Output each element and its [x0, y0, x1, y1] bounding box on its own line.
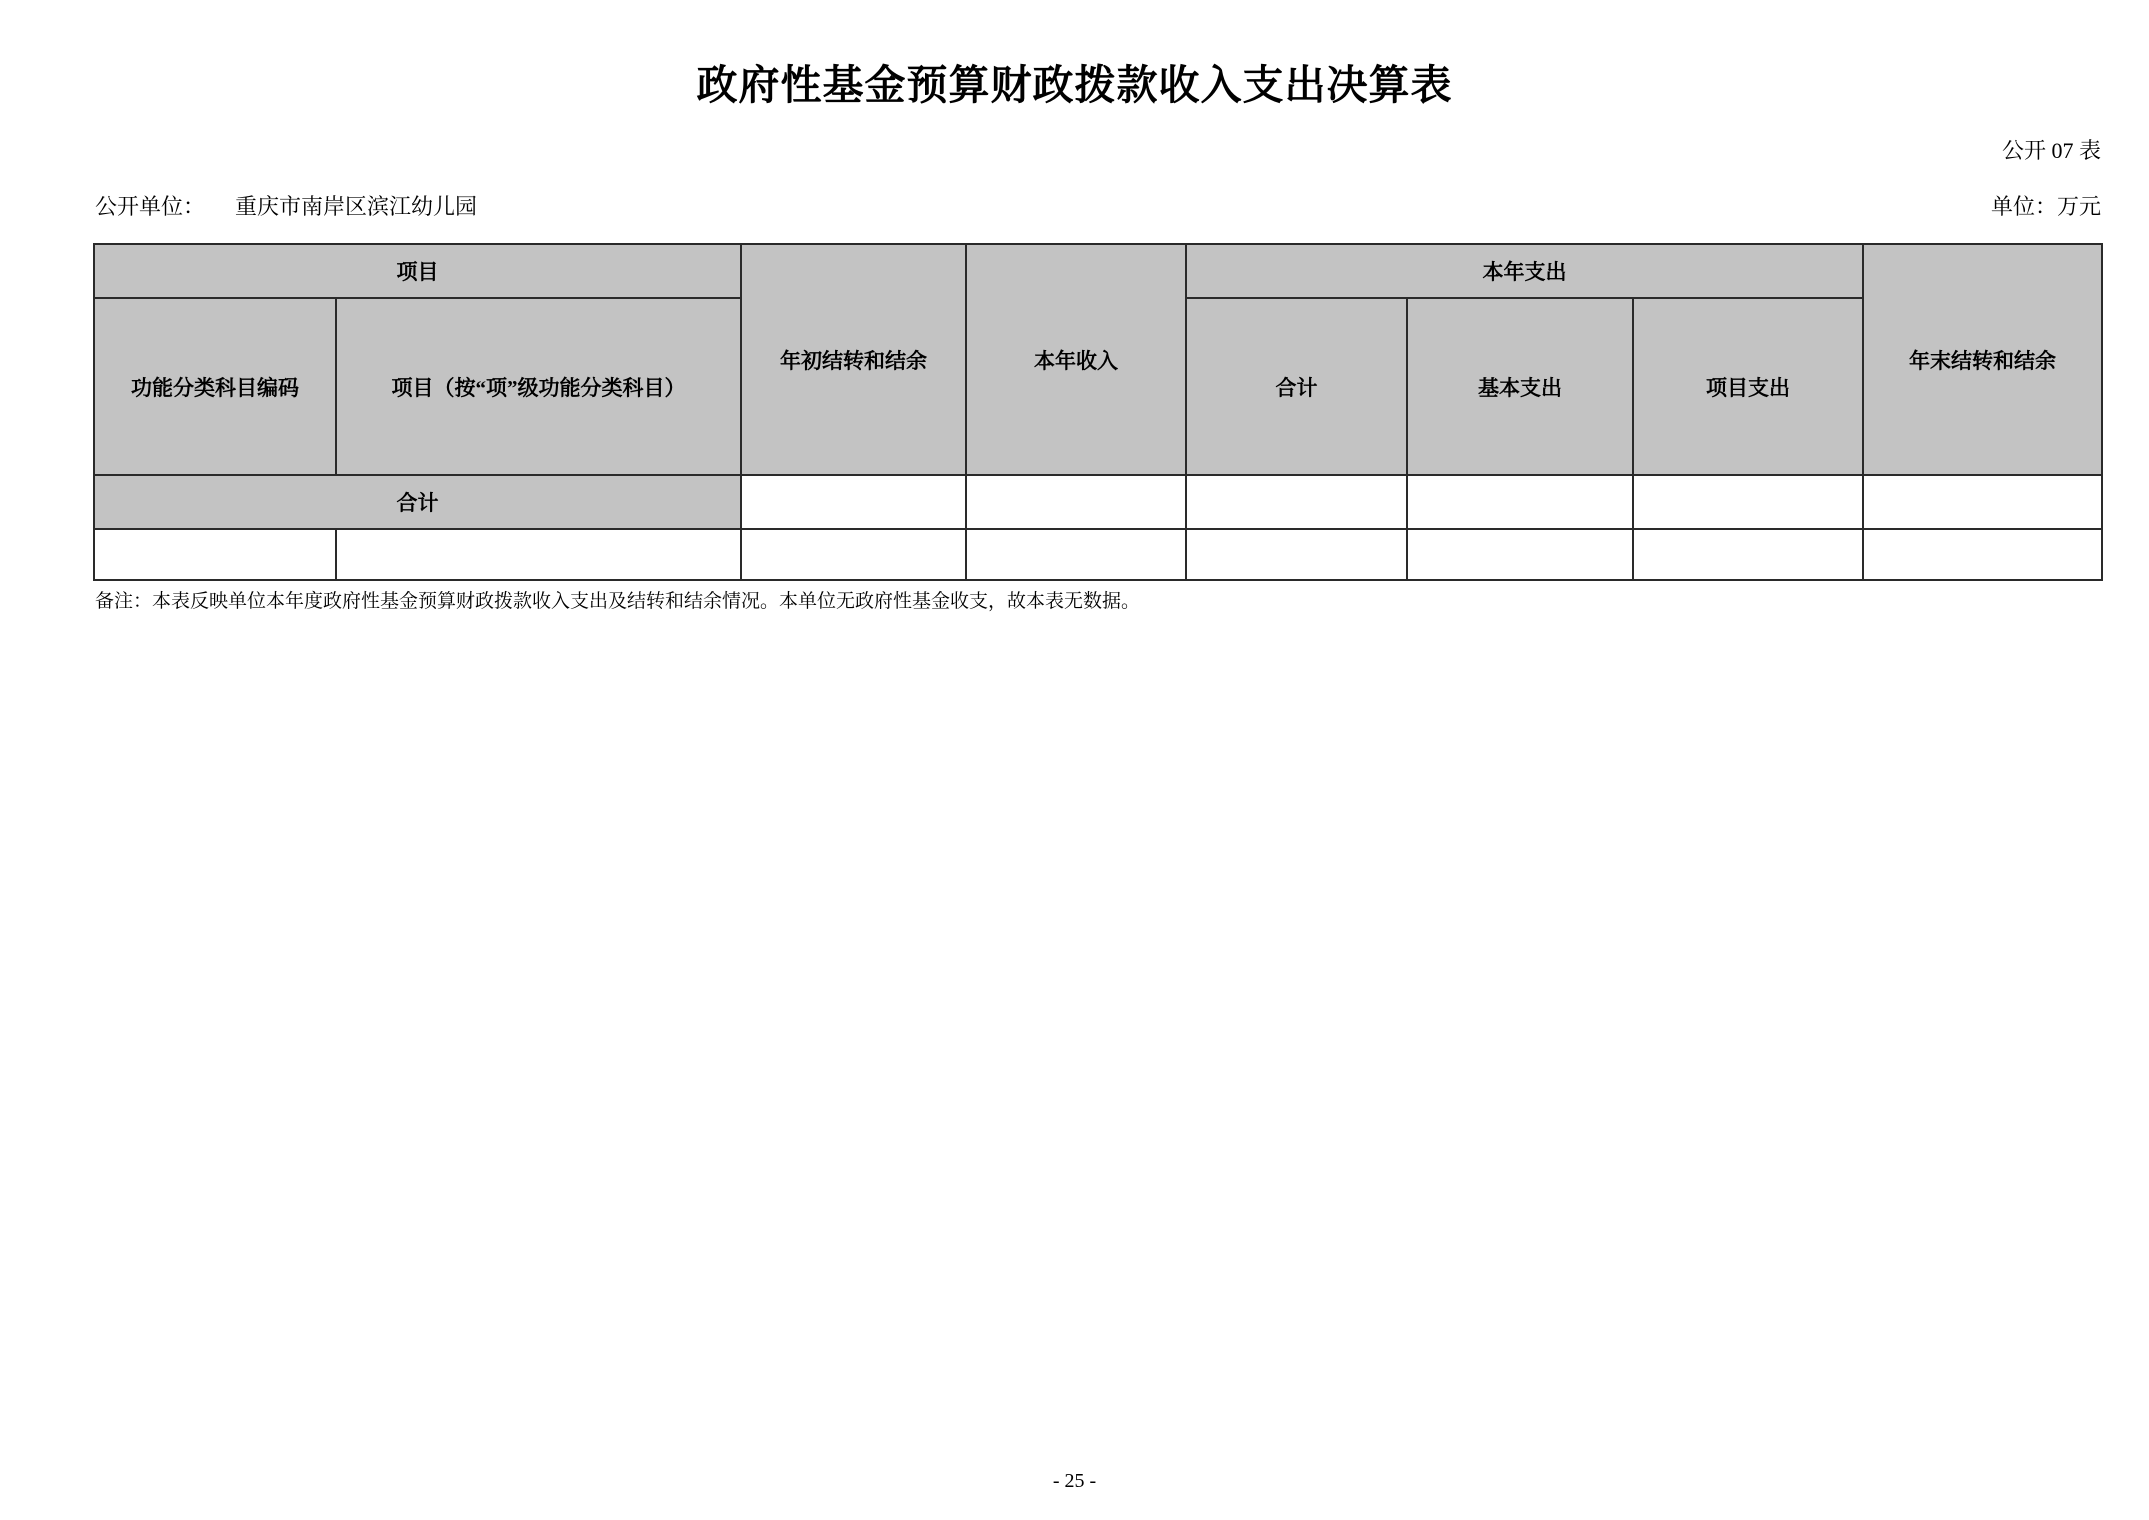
data-current-income-value	[966, 529, 1186, 580]
total-opening-balance-value	[741, 475, 966, 529]
publisher-line	[95, 190, 477, 221]
table-footnote: 备注：本表反映单位本年度政府性基金预算财政拨款收入支出及结转和结余情况。本单位无政府性基金收支，故本表无数据。	[95, 591, 1141, 612]
data-basic-expense-value	[1407, 529, 1633, 580]
form-code-label: 公开 07 表	[2001, 138, 2101, 163]
header-group-current-expense: 本年支出	[1186, 244, 1863, 298]
header-group-project: 项目	[94, 244, 741, 298]
data-expense-total-value	[1186, 529, 1407, 580]
budget-table	[93, 243, 2103, 581]
header-current-income: 本年收入	[966, 244, 1186, 475]
table-row-total	[94, 475, 2102, 529]
header-closing-balance: 年末结转和结余	[1863, 244, 2102, 475]
total-project-expense-value	[1633, 475, 1863, 529]
data-item-name-value	[336, 529, 741, 580]
header-item-name: 项目（按“项”级功能分类科目）	[336, 298, 741, 475]
page-number: - 25 -	[1052, 1470, 1097, 1492]
total-row-label: 合计	[94, 475, 741, 529]
header-project-expense: 项目支出	[1633, 298, 1863, 475]
header-row-groups	[94, 244, 2102, 298]
publisher-label: 公开单位：	[95, 194, 206, 219]
page-title: 政府性基金预算财政拨款收入支出决算表	[696, 62, 1453, 108]
data-closing-balance-value	[1863, 529, 2102, 580]
header-expense-total: 合计	[1186, 298, 1407, 475]
total-current-income-value	[966, 475, 1186, 529]
table-row-data	[94, 529, 2102, 580]
total-closing-balance-value	[1863, 475, 2102, 529]
data-project-expense-value	[1633, 529, 1863, 580]
publisher-name: 重庆市南岸区滨江幼儿园	[235, 194, 478, 219]
data-opening-balance-value	[741, 529, 966, 580]
unit-of-measure-label: 单位：万元	[1990, 194, 2101, 219]
header-opening-balance: 年初结转和结余	[741, 244, 966, 475]
data-function-code-value	[94, 529, 336, 580]
header-function-code: 功能分类科目编码	[94, 298, 336, 475]
total-basic-expense-value	[1407, 475, 1633, 529]
header-basic-expense: 基本支出	[1407, 298, 1633, 475]
total-expense-total-value	[1186, 475, 1407, 529]
